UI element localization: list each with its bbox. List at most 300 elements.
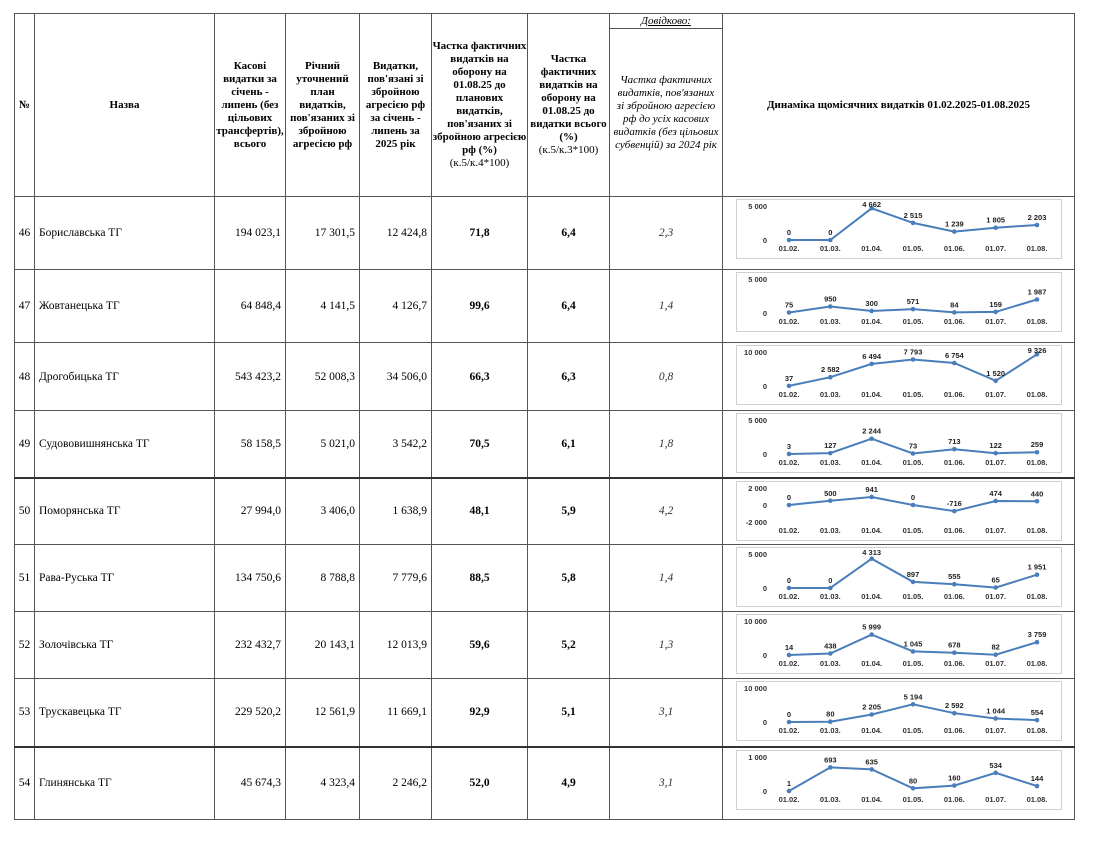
defense-spending: 34 506,0 (360, 343, 432, 411)
table-row (15, 545, 1075, 612)
community-name: Золочівська ТГ (35, 612, 215, 679)
community-name: Рава-Руська ТГ (35, 545, 215, 612)
data-label: 0 (786, 710, 791, 719)
chart-svg (737, 482, 1061, 540)
monthly-line-chart (736, 614, 1062, 674)
monthly-chart-cell (723, 747, 1075, 820)
data-point (828, 586, 833, 591)
data-label: 2 244 (861, 426, 881, 436)
x-tick-label: 01.06. (943, 525, 965, 535)
monthly-chart-cell (723, 411, 1075, 478)
x-tick-label: 01.02. (778, 317, 799, 326)
share-of-plan: 71,8 (432, 197, 528, 270)
data-label: 474 (988, 488, 1002, 498)
total-spending: 134 750,6 (215, 545, 286, 612)
share-of-plan: 66,3 (432, 343, 528, 411)
row-number: 50 (15, 478, 35, 545)
data-label: 65 (990, 575, 1000, 585)
data-label: 144 (1030, 773, 1043, 783)
data-label: 2 205 (861, 702, 881, 712)
total-spending: 232 432,7 (215, 612, 286, 679)
data-label: 5 194 (903, 692, 922, 702)
defense-spending: 2 246,2 (360, 747, 432, 820)
data-point (786, 653, 791, 658)
annual-plan: 4 323,4 (286, 747, 360, 820)
data-point (952, 508, 957, 513)
x-tick-label: 01.05. (902, 659, 923, 668)
x-tick-label: 01.07. (984, 390, 1006, 399)
header-reference-share-2024: Частка фактичних видатків, пов'язаних зі збройною агресією рф до усіх касових видатків (без цільових субвенцій) за 2024 рік (610, 29, 723, 197)
data-point (993, 652, 998, 657)
monthly-line-chart (736, 547, 1062, 607)
monthly-chart-cell (723, 545, 1075, 612)
data-label: 4 662 (861, 200, 881, 209)
total-spending: 58 158,5 (215, 411, 286, 478)
data-point (952, 582, 957, 587)
header-share-of-plan-title: Частка фактичних видатків на оборону на 01.08.25 до планових видатків, пов'язаних зі збройною агресією рф (%) (432, 40, 527, 156)
data-point (828, 238, 833, 243)
data-point (1034, 297, 1039, 302)
data-point (1034, 450, 1039, 455)
data-label: 0 (827, 228, 832, 237)
y-tick-label: 10 000 (743, 617, 767, 626)
data-label: 554 (1030, 708, 1043, 718)
reference-share-2024: 1,4 (610, 545, 723, 612)
x-tick-label: 01.06. (943, 794, 965, 804)
community-name: Поморянська ТГ (35, 478, 215, 545)
x-tick-label: 01.04. (860, 458, 882, 467)
x-tick-label: 01.04. (860, 592, 882, 601)
header-share-of-plan-formula: (к.5/к.4*100) (449, 157, 510, 169)
x-tick-label: 01.05. (902, 592, 923, 601)
defense-spending: 4 126,7 (360, 270, 432, 343)
chart-svg (737, 548, 1061, 606)
monthly-line-chart (736, 481, 1062, 541)
data-label: 300 (864, 298, 878, 308)
monthly-line-chart (736, 750, 1062, 810)
x-tick-label: 01.08. (1026, 659, 1047, 668)
x-tick-label: 01.02. (778, 525, 799, 535)
data-point (828, 304, 833, 309)
data-point (993, 451, 998, 456)
data-point (869, 632, 874, 637)
header-defense-spending: Видатки, пов'язані зі збройною агресією рф за січень - липень за 2025 рік (360, 14, 432, 197)
y-tick-label: 10 000 (743, 348, 767, 357)
share-of-total: 5,8 (528, 545, 610, 612)
defense-spending: 3 542,2 (360, 411, 432, 478)
data-point (952, 650, 957, 655)
monthly-chart-cell (723, 270, 1075, 343)
data-label: 897 (906, 569, 919, 579)
data-point (869, 712, 874, 717)
data-point (786, 502, 791, 507)
data-label: 14 (784, 642, 793, 652)
reference-share-2024: 3,1 (610, 679, 723, 747)
x-tick-label: 01.08. (1026, 317, 1047, 326)
data-label: 80 (825, 709, 835, 719)
monthly-chart-cell (723, 679, 1075, 747)
share-of-plan: 59,6 (432, 612, 528, 679)
monthly-chart-cell (723, 343, 1075, 411)
data-point (952, 711, 957, 716)
data-label: 941 (864, 484, 878, 494)
x-tick-label: 01.05. (902, 390, 923, 399)
data-label: 438 (823, 641, 837, 651)
y-tick-label: 0 (762, 382, 767, 391)
x-tick-label: 01.02. (778, 458, 799, 467)
data-point (1034, 223, 1039, 228)
monthly-line-chart (736, 681, 1062, 741)
monthly-line-chart (736, 413, 1062, 473)
data-point (910, 451, 915, 456)
data-point (1034, 640, 1039, 645)
share-of-plan: 70,5 (432, 411, 528, 478)
table-row (15, 270, 1075, 343)
y-tick-label: 0 (762, 584, 767, 593)
data-label: 0 (910, 492, 915, 502)
data-point (910, 307, 915, 312)
data-point (1034, 718, 1039, 723)
row-number: 48 (15, 343, 35, 411)
defense-spending: 12 424,8 (360, 197, 432, 270)
x-tick-label: 01.08. (1026, 244, 1047, 253)
header-annual-plan: Річний уточнений план видатків, пов'язаних зі збройною агресією рф (286, 14, 360, 197)
data-point (828, 498, 833, 503)
x-tick-label: 01.04. (860, 525, 882, 535)
chart-svg (737, 615, 1061, 673)
data-point (828, 719, 833, 724)
x-tick-label: 01.07. (984, 794, 1006, 804)
chart-svg (737, 682, 1061, 740)
data-label: 82 (990, 642, 1000, 652)
data-label: 160 (947, 773, 961, 783)
x-tick-label: 01.07. (984, 592, 1006, 601)
total-spending: 64 848,4 (215, 270, 286, 343)
data-point (786, 238, 791, 243)
community-name: Бориславська ТГ (35, 197, 215, 270)
data-point (1034, 498, 1039, 503)
header-share-of-total-formula: (к.5/к.3*100) (538, 144, 599, 156)
x-tick-label: 01.08. (1026, 390, 1047, 399)
x-tick-label: 01.04. (860, 659, 882, 668)
header-num: № (15, 14, 35, 197)
data-label: 1 239 (944, 219, 964, 229)
data-label: 0 (786, 576, 791, 585)
reference-share-2024: 1,4 (610, 270, 723, 343)
data-point (993, 379, 998, 384)
x-tick-label: 01.02. (778, 390, 799, 399)
annual-plan: 52 008,3 (286, 343, 360, 411)
y-tick-label: 0 (762, 450, 767, 459)
x-tick-label: 01.07. (984, 726, 1006, 735)
data-label: 37 (784, 373, 793, 383)
row-number: 49 (15, 411, 35, 478)
table-row (15, 343, 1075, 411)
monthly-chart-cell (723, 612, 1075, 679)
x-tick-label: 01.06. (943, 458, 965, 467)
x-tick-label: 01.07. (984, 659, 1006, 668)
y-tick-label: 0 (762, 500, 767, 510)
spending-table (14, 13, 1075, 820)
total-spending: 27 994,0 (215, 478, 286, 545)
total-spending: 194 023,1 (215, 197, 286, 270)
total-spending: 45 674,3 (215, 747, 286, 820)
data-label: 1 520 (985, 368, 1005, 378)
table-row (15, 197, 1075, 270)
x-tick-label: 01.03. (819, 726, 841, 735)
data-point (869, 556, 874, 561)
x-tick-label: 01.07. (984, 525, 1006, 535)
monthly-line-chart (736, 345, 1062, 405)
header-monthly-dynamics: Динаміка щомісячних видатків 01.02.2025-01.08.2025 (723, 14, 1075, 197)
data-point (910, 221, 915, 226)
data-point (869, 362, 874, 367)
x-tick-label: 01.03. (819, 525, 841, 535)
data-point (910, 702, 915, 707)
y-tick-label: 1 000 (747, 752, 767, 762)
data-label: 259 (1030, 440, 1043, 450)
share-of-total: 6,3 (528, 343, 610, 411)
data-point (828, 651, 833, 656)
y-tick-label: 0 (762, 651, 767, 660)
x-tick-label: 01.04. (860, 726, 882, 735)
data-point (786, 452, 791, 457)
header-share-of-plan (432, 14, 528, 197)
annual-plan: 12 561,9 (286, 679, 360, 747)
x-tick-label: 01.04. (860, 390, 882, 399)
y-tick-label: 0 (762, 786, 767, 796)
data-point (952, 310, 957, 315)
data-point (910, 785, 915, 790)
y-tick-label: -2 000 (745, 517, 767, 527)
share-of-total: 5,1 (528, 679, 610, 747)
x-tick-label: 01.06. (943, 659, 965, 668)
x-tick-label: 01.02. (778, 794, 799, 804)
data-label: 80 (908, 775, 917, 785)
chart-svg (737, 346, 1061, 404)
data-label: 9 326 (1027, 346, 1046, 355)
share-of-plan: 88,5 (432, 545, 528, 612)
data-point (993, 225, 998, 230)
reference-share-2024: 0,8 (610, 343, 723, 411)
data-point (828, 375, 833, 380)
data-point (786, 586, 791, 591)
community-name: Трускавецька ТГ (35, 679, 215, 747)
x-tick-label: 01.08. (1026, 592, 1047, 601)
data-point (993, 498, 998, 503)
data-label: 1 951 (1027, 562, 1046, 572)
monthly-chart-cell (723, 197, 1075, 270)
monthly-line-chart (736, 199, 1062, 259)
data-label: 500 (823, 488, 837, 498)
annual-plan: 17 301,5 (286, 197, 360, 270)
x-tick-label: 01.06. (943, 244, 965, 253)
data-label: 635 (864, 756, 878, 766)
community-name: Дрогобицька ТГ (35, 343, 215, 411)
data-point (952, 229, 957, 234)
x-tick-label: 01.03. (819, 317, 841, 326)
share-of-total: 5,2 (528, 612, 610, 679)
x-tick-label: 01.03. (819, 794, 841, 804)
x-tick-label: 01.07. (984, 458, 1006, 467)
community-name: Судововишнянська ТГ (35, 411, 215, 478)
data-point (869, 309, 874, 314)
y-tick-label: 5 000 (747, 416, 767, 425)
x-tick-label: 01.06. (943, 726, 965, 735)
data-point (952, 447, 957, 452)
data-label: 6 754 (944, 351, 964, 361)
data-label: 693 (823, 754, 837, 764)
header-share-of-total-title: Частка фактичних видатків на оборону на 01.08.25 до видатки всього (%) (530, 53, 607, 143)
x-tick-label: 01.06. (943, 317, 965, 326)
data-label: 1 987 (1027, 287, 1046, 297)
data-label: 0 (786, 228, 791, 237)
annual-plan: 20 143,1 (286, 612, 360, 679)
data-label: 0 (786, 492, 791, 502)
table-row (15, 612, 1075, 679)
reference-share-2024: 3,1 (610, 747, 723, 820)
data-label: 950 (823, 294, 837, 304)
share-of-plan: 99,6 (432, 270, 528, 343)
row-number: 47 (15, 270, 35, 343)
defense-spending: 1 638,9 (360, 478, 432, 545)
data-point (869, 494, 874, 499)
data-label: 75 (784, 300, 793, 310)
chart-svg (737, 414, 1061, 472)
defense-spending: 7 779,6 (360, 545, 432, 612)
x-tick-label: 01.05. (902, 726, 923, 735)
data-point (993, 770, 998, 775)
data-point (1034, 572, 1039, 577)
x-tick-label: 01.07. (984, 317, 1006, 326)
x-tick-label: 01.05. (902, 525, 923, 535)
x-tick-label: 01.07. (984, 244, 1006, 253)
table-body (15, 197, 1075, 820)
data-label: 1 045 (903, 639, 922, 649)
y-tick-label: 5 000 (747, 202, 767, 211)
header-name: Назва (35, 14, 215, 197)
data-point (786, 310, 791, 315)
data-label: 678 (947, 640, 961, 650)
data-label: 4 313 (861, 548, 881, 557)
data-label: 127 (823, 441, 837, 451)
annual-plan: 5 021,0 (286, 411, 360, 478)
data-label: 2 515 (903, 210, 922, 220)
defense-spending: 12 013,9 (360, 612, 432, 679)
x-tick-label: 01.03. (819, 244, 841, 253)
data-point (952, 783, 957, 788)
share-of-plan: 92,9 (432, 679, 528, 747)
x-tick-label: 01.02. (778, 592, 799, 601)
chart-svg (737, 273, 1061, 331)
row-number: 52 (15, 612, 35, 679)
data-label: 440 (1030, 488, 1043, 498)
data-label: 1 044 (985, 706, 1005, 716)
reference-share-2024: 4,2 (610, 478, 723, 545)
data-label: 2 582 (820, 365, 840, 375)
data-label: -716 (946, 498, 962, 508)
data-point (828, 451, 833, 456)
defense-spending: 11 669,1 (360, 679, 432, 747)
header-total-spending: Касові видатки за січень - липень (без цільових трансфертів), всього (215, 14, 286, 197)
data-label: 3 759 (1027, 630, 1046, 640)
x-tick-label: 01.02. (778, 244, 799, 253)
row-number: 51 (15, 545, 35, 612)
share-of-total: 5,9 (528, 478, 610, 545)
row-number: 54 (15, 747, 35, 820)
x-tick-label: 01.03. (819, 458, 841, 467)
data-label: 2 592 (944, 701, 964, 711)
x-tick-label: 01.04. (860, 244, 882, 253)
community-name: Глинянська ТГ (35, 747, 215, 820)
data-label: 159 (988, 299, 1002, 309)
share-of-total: 6,4 (528, 270, 610, 343)
header-reference-label: Довідково: (610, 14, 723, 29)
data-point (786, 788, 791, 793)
reference-share-2024: 1,3 (610, 612, 723, 679)
data-label: 6 494 (861, 351, 881, 361)
reference-share-2024: 2,3 (610, 197, 723, 270)
data-label: 713 (947, 437, 961, 447)
data-label: 84 (949, 300, 959, 310)
share-of-plan: 52,0 (432, 747, 528, 820)
share-of-total: 4,9 (528, 747, 610, 820)
data-label: 5 999 (861, 622, 881, 632)
data-label: 1 (786, 778, 791, 788)
data-label: 1 805 (985, 215, 1005, 225)
total-spending: 229 520,2 (215, 679, 286, 747)
row-number: 53 (15, 679, 35, 747)
x-tick-label: 01.03. (819, 659, 841, 668)
monthly-line-chart (736, 272, 1062, 332)
table-row (15, 411, 1075, 478)
x-tick-label: 01.03. (819, 592, 841, 601)
x-tick-label: 01.02. (778, 726, 799, 735)
chart-svg (737, 751, 1061, 809)
data-label: 555 (947, 572, 961, 582)
x-tick-label: 01.05. (902, 794, 923, 804)
annual-plan: 8 788,8 (286, 545, 360, 612)
data-label: 73 (908, 441, 917, 451)
data-label: 571 (906, 297, 919, 307)
data-point (952, 361, 957, 366)
x-tick-label: 01.03. (819, 390, 841, 399)
table-row (15, 478, 1075, 545)
data-point (869, 436, 874, 441)
x-tick-label: 01.05. (902, 458, 923, 467)
data-point (910, 357, 915, 362)
y-tick-label: 5 000 (747, 275, 767, 284)
reference-share-2024: 1,8 (610, 411, 723, 478)
x-tick-label: 01.04. (860, 317, 882, 326)
x-tick-label: 01.08. (1026, 726, 1047, 735)
monthly-chart-cell (723, 478, 1075, 545)
header-share-of-total (528, 14, 610, 197)
y-tick-label: 0 (762, 309, 767, 318)
data-point (910, 580, 915, 585)
data-label: 534 (988, 760, 1002, 770)
y-tick-label: 0 (762, 718, 767, 727)
data-point (910, 649, 915, 654)
data-point (910, 502, 915, 507)
x-tick-label: 01.04. (860, 794, 882, 804)
data-label: 0 (827, 576, 832, 585)
x-tick-label: 01.06. (943, 592, 965, 601)
x-tick-label: 01.08. (1026, 794, 1047, 804)
data-point (1034, 783, 1039, 788)
x-tick-label: 01.08. (1026, 525, 1047, 535)
x-tick-label: 01.05. (902, 317, 923, 326)
